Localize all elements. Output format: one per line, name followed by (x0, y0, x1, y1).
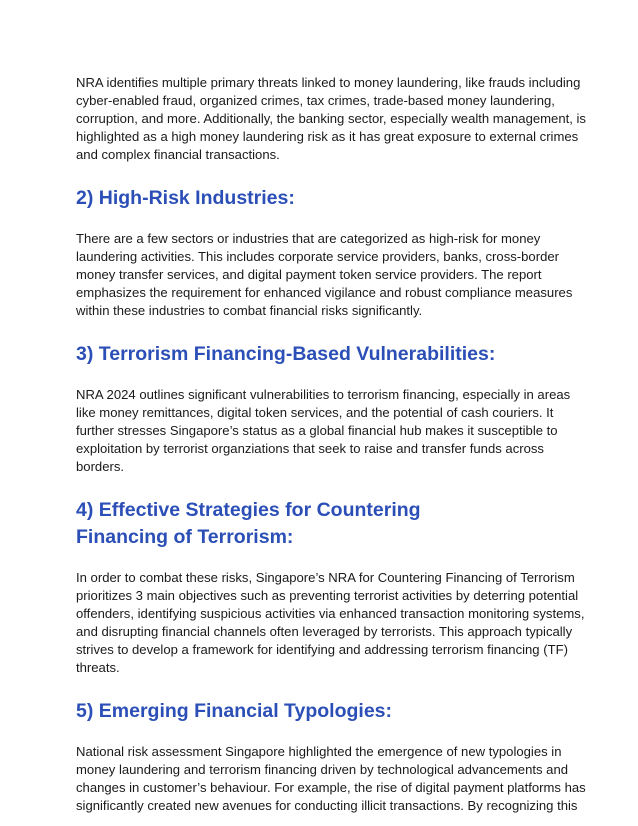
paragraph-emerging-typologies: National risk assessment Singapore highlighted the emergence of new typologies in money laundering and terrorism financing driven by technological advancements and changes in customer’s behaviour. For example, the rise of digital payment platforms has significantly created new avenues for conducting illicit transactions. By recognizing this (76, 744, 586, 813)
paragraph-countering-financing-strategies: In order to combat these risks, Singapore’s NRA for Countering Financing of Terrorism prioritizes 3 main objectives such as preventing terrorist activities by deterring potential offenders, identifying suspicious activities via enhanced transaction monitoring systems, and disrupting financial channels often leveraged by terrorists. This approach typically strives to develop a framework for identifying and addressing terrorism financing (TF) threats. (76, 570, 585, 675)
heading-high-risk-industries: 2) High-Risk Industries: (76, 187, 295, 209)
paragraph-terrorism-financing-vulnerabilities: NRA 2024 outlines significant vulnerabilities to terrorism financing, especially in areas like money remittances, digital token services, and the potential of cash couriers. It further stresses Singapore’s status as a global financial hub makes it susceptible to exploitation by terrorist organziations that seek to raise and transfer funds across borders. (76, 387, 571, 474)
heading-emerging-typologies: 5) Emerging Financial Typologies: (76, 700, 393, 722)
heading-terrorism-financing-vulnerabilities: 3) Terrorism Financing-Based Vulnerabilities: (76, 343, 496, 365)
heading-countering-financing-strategies: 4) Effective Strategies for Countering Financing of Terrorism: (76, 499, 421, 548)
paragraph-primary-threats: NRA identifies multiple primary threats linked to money laundering, like frauds including cyber-enabled fraud, organized crimes, tax crimes, trade-based money laundering, corruption, and more. Additionally, the banking sector, especially wealth management, is highlighted as a high money laundering risk as it has great exposure to external crimes and complex financial transactions. (76, 75, 586, 162)
paragraph-high-risk-industries: There are a few sectors or industries that are categorized as high-risk for money laundering activities. This includes corporate service providers, banks, cross-border money transfer services, and digital payment token service providers. The report emphasizes the requirement for enhanced vigilance and robust compliance measures within these industries to combat financial risks significantly. (76, 231, 573, 318)
